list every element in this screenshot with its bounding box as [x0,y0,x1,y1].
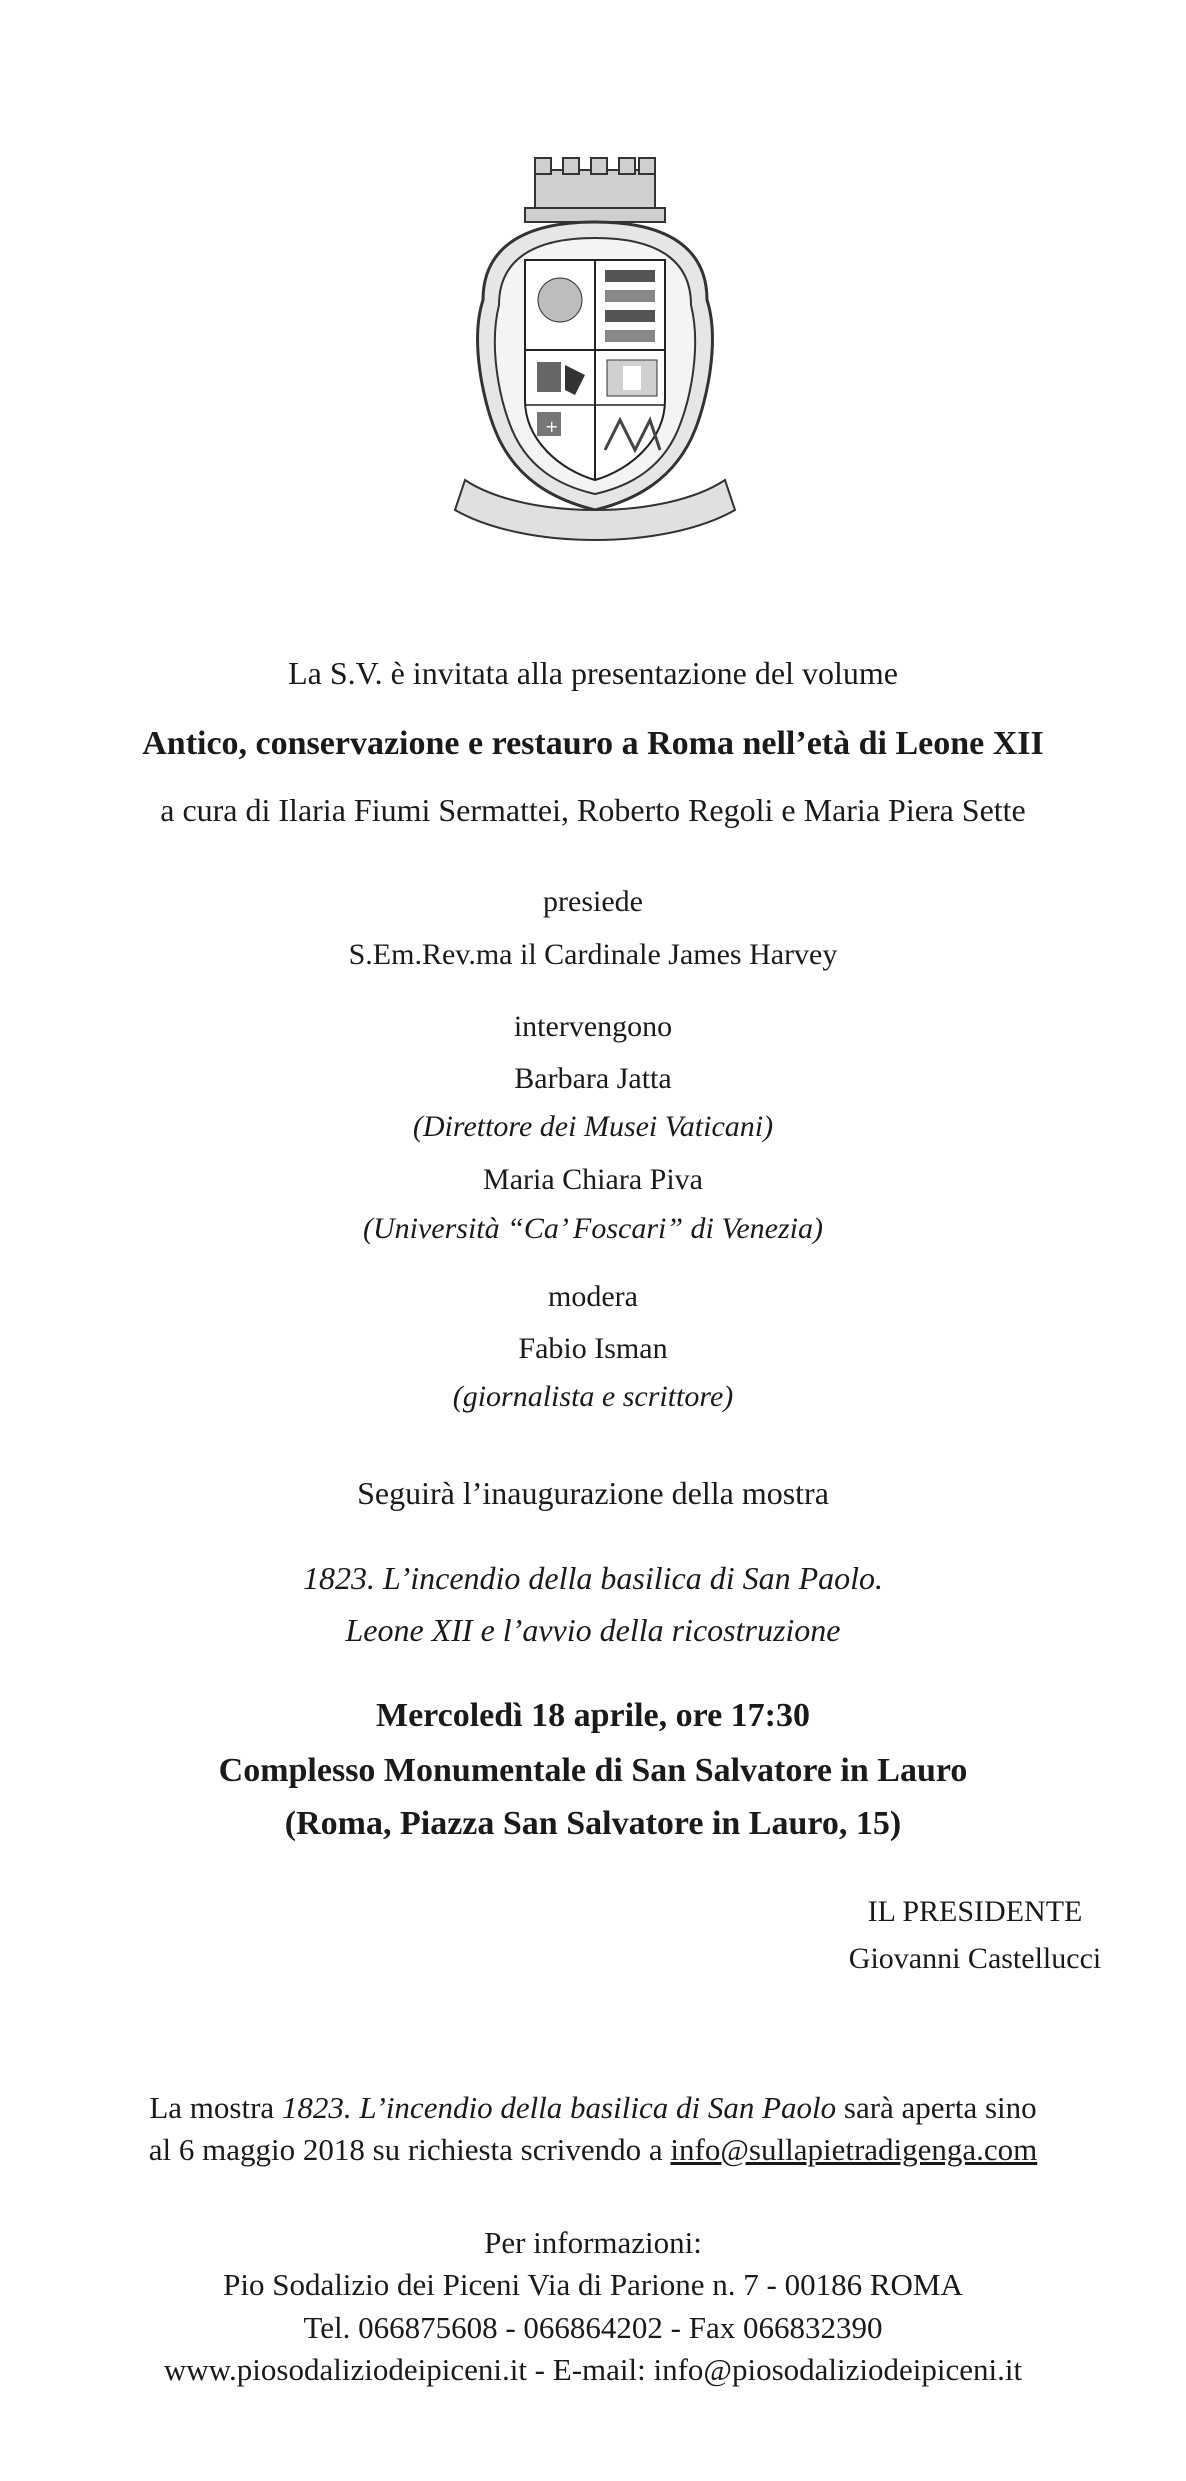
speaker1-name: Barbara Jatta [514,1062,672,1095]
event-date: Mercoledì 18 aprile, ore 17:30 [375,1697,810,1734]
crest-icon [445,150,745,550]
note-suffix: sarà aperta sino [836,2090,1037,2125]
moderator-role: (giornalista e scrittore) [452,1380,734,1413]
speaker2-name: Maria Chiara Piva [483,1163,703,1196]
event-address: (Roma, Piazza San Salvatore in Lauro, 15) [284,1805,902,1842]
signature-title: IL PRESIDENTE [867,1895,1083,1928]
exhibition-title-line2: Leone XII e l’avvio della ricostruzione [345,1612,841,1648]
svg-text:+: + [545,417,559,436]
note-email-link[interactable]: info@sullapietradigenga.com [670,2132,1038,2167]
presides-name: S.Em.Rev.ma il Cardinale James Harvey [348,938,838,971]
signature-name: Giovanni Castellucci [848,1942,1102,1975]
exhibition-title-line1: 1823. L’incendio della basilica di San Paolo. [302,1560,884,1596]
note-line2-prefix: al 6 maggio 2018 su richiesta scrivendo a [148,2132,671,2167]
book-title: Antico, conservazione e restauro a Roma nell’età di Leone XII [142,725,1044,762]
contacts-label: Per informazioni: [484,2225,702,2260]
invite-intro: La S.V. è invitata alla presentazione del volume [288,655,898,691]
presides-label: presiede [543,885,643,918]
note-prefix: La mostra [149,2090,282,2125]
speaker1-role: (Direttore dei Musei Vaticani) [412,1110,774,1143]
moderator-name: Fabio Isman [518,1332,668,1365]
contacts-address: Pio Sodalizio dei Piceni Via di Parione n. 7 - 00186 ROMA [223,2267,963,2302]
exhibition-note-line1 [0,2090,1186,2126]
crest-logo [445,150,745,550]
contacts-web: www.piosodaliziodeipiceni.it - E-mail: info@piosodaliziodeipiceni.it [163,2352,1023,2387]
note-exhibition-title: 1823. L’incendio della basilica di San Paolo [281,2090,837,2125]
moderator-label: modera [548,1280,638,1313]
speaker2-role: (Università “Ca’ Foscari” di Venezia) [363,1212,823,1245]
event-venue: Complesso Monumentale di San Salvatore in Lauro [218,1752,968,1789]
exhibition-note-line2 [0,2132,1186,2168]
exhibition-intro: Seguirà l’inaugurazione della mostra [357,1475,829,1511]
book-editors: a cura di Ilaria Fiumi Sermattei, Roberto Regoli e Maria Piera Sette [160,792,1026,828]
speakers-label: intervengono [513,1010,673,1043]
contacts-phones: Tel. 066875608 - 066864202 - Fax 066832390 [303,2310,883,2345]
